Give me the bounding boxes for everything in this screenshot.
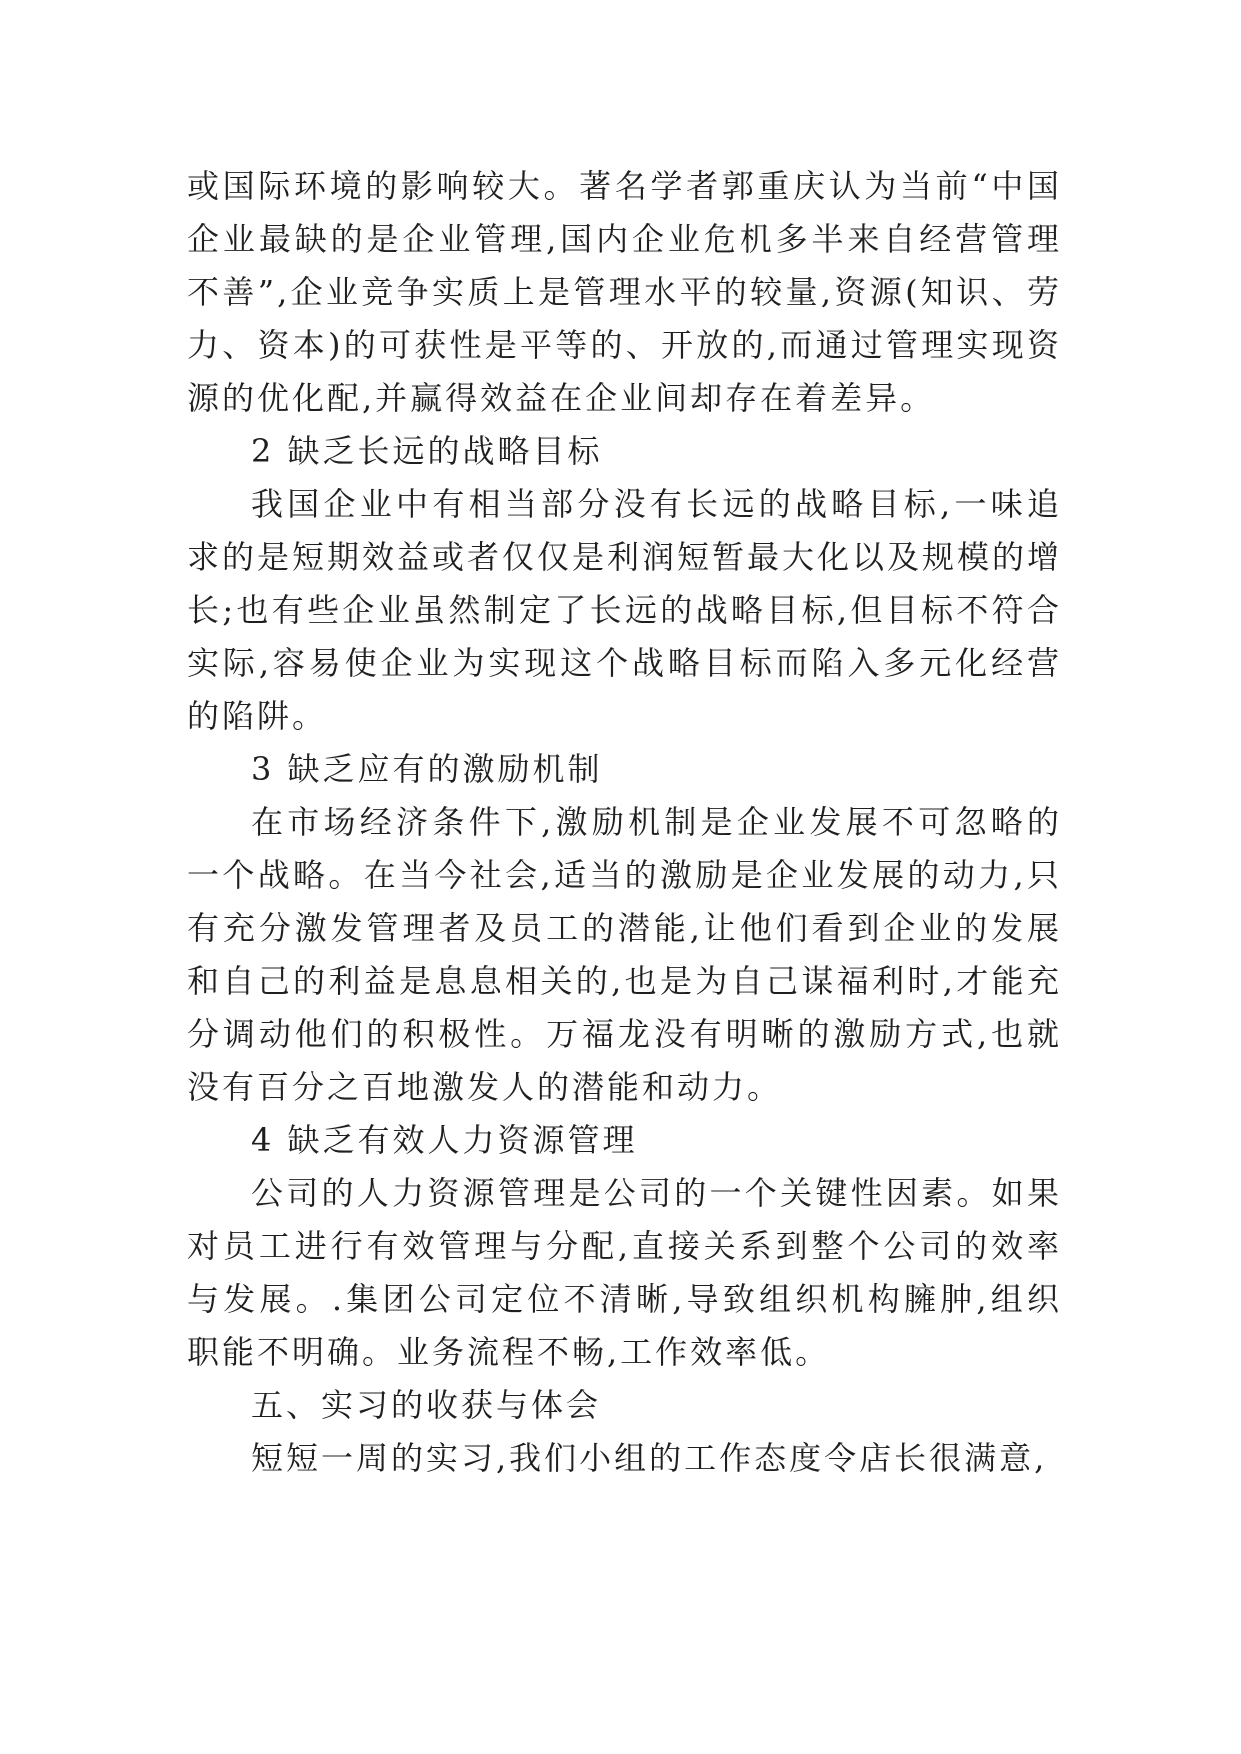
section-heading-3: 3 缺乏应有的激励机制 <box>251 750 603 788</box>
section-heading-4: 4 缺乏有效人力资源管理 <box>251 1121 638 1159</box>
paragraph-2: 我国企业中有相当部分没有长远的战略目标,一味追求的是短期效益或者仅仅是利润短暂最大化以及规模的增长;也有些企业虽然制定了长远的战略目标,但目标不符合实际,容易使企业为实现这个战略目标而陷入多元化经营的陷阱。 <box>187 485 1063 735</box>
paragraph-1: 或国际环境的影响较大。著名学者郭重庆认为当前“中国企业最缺的是企业管理,国内企业危机多半来自经营管理不善”,企业竞争实质上是管理水平的较量,资源(知识、劳力、资本)的可获性是平等的、开放的,而通过管理实现资源的优化配,并赢得效益在企业间却存在着差异。 <box>187 167 1062 417</box>
paragraph-3: 在市场经济条件下,激励机制是企业发展不可忽略的一个战略。在当今社会,适当的激励是企业发展的动力,只有充分激发管理者及员工的潜能,让他们看到企业的发展和自己的利益是息息相关的,也是为自己谋福利时,才能充分调动他们的积极性。万福龙没有明晰的激励方式,也就没有百分之百地激发人的潜能和动力。 <box>187 803 1062 1106</box>
section-heading-5: 五、实习的收获与体会 <box>251 1386 602 1424</box>
document-body <box>187 160 1062 1485</box>
paragraph-4: 公司的人力资源管理是公司的一个关键性因素。如果对员工进行有效管理与分配,直接关系到整个公司的效率与发展。.集团公司定位不清晰,导致组织机构臃肿,组织职能不明确。业务流程不畅,工作效率低。 <box>187 1174 1062 1371</box>
paragraph-5: 短短一周的实习,我们小组的工作态度令店长很满意, <box>251 1439 1048 1477</box>
section-heading-2: 2 缺乏长远的战略目标 <box>251 432 603 470</box>
